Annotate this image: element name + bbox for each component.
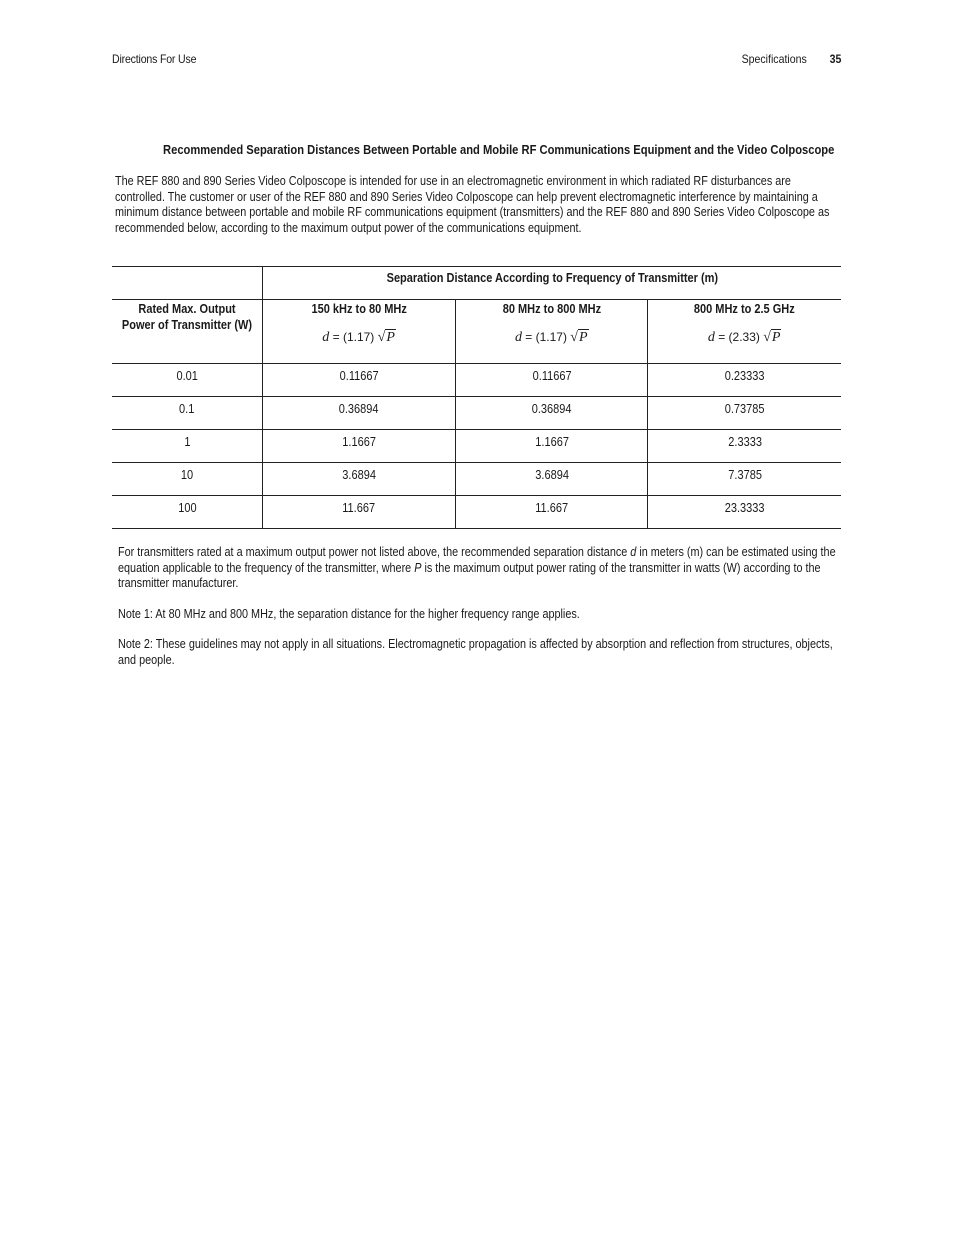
row-header-text: Rated Max. Output Power of Transmitter (W) [121, 302, 253, 332]
page-number: 35 [829, 52, 841, 66]
span-header-text: Separation Distance According to Frequency of Transmitter (m) [386, 271, 718, 285]
footnote-variable-d: d [630, 545, 637, 559]
footnote-text: is the maximum output power rating of the transmitter in watts (W) according to the transmitter manufacturer. [118, 560, 821, 591]
power-cell [112, 430, 263, 463]
distance-cell [456, 430, 648, 463]
distance-cell [263, 496, 456, 529]
formula [322, 330, 396, 346]
formula [708, 330, 782, 346]
distance-value: 23.3333 [724, 501, 765, 515]
distance-cell [263, 364, 456, 397]
sqrt-icon: √ [570, 330, 578, 345]
distance-cell [648, 463, 841, 496]
note-2: Note 2: These guidelines may not apply in all situations. Electromagnetic propagation is affected by absorption and reflection from structures, objects, and people. [118, 637, 833, 667]
table-row [112, 397, 841, 430]
footnote-paragraph [118, 545, 840, 592]
column-header-label: 150 kHz to 80 MHz [311, 302, 407, 316]
power-value: 100 [177, 501, 197, 515]
table-notes [118, 545, 840, 684]
distance-value: 2.3333 [727, 435, 762, 449]
distance-value: 0.73785 [724, 402, 765, 416]
note-1: Note 1: At 80 MHz and 800 MHz, the separation distance for the higher frequency range applies. [118, 606, 580, 621]
distance-value: 0.36894 [531, 402, 572, 416]
distance-value: 1.1667 [534, 435, 569, 449]
distance-value: 0.23333 [724, 369, 765, 383]
column-header-cell [648, 300, 841, 364]
distance-value: 0.36894 [339, 402, 379, 416]
distance-cell [648, 397, 841, 430]
power-value: 10 [180, 468, 194, 482]
distance-value: 1.1667 [342, 435, 376, 449]
distance-value: 7.3785 [727, 468, 762, 482]
distance-cell [456, 496, 648, 529]
distance-value: 3.6894 [534, 468, 569, 482]
power-cell [112, 496, 263, 529]
power-value: 0.1 [179, 402, 195, 416]
footnote-text: in meters (m) can be estimated using the equation applicable to the frequency of the transmitter, where [118, 545, 836, 575]
table-span-header-row [112, 267, 841, 300]
running-header-right [741, 52, 841, 66]
footnote-variable-p: P [414, 560, 422, 575]
formula-variable: d [707, 330, 715, 345]
span-header-cell [263, 267, 842, 300]
table-row [112, 496, 841, 529]
power-value: 1 [183, 435, 191, 449]
footnote-text: For transmitters rated at a maximum output power not listed above, the recommended separation distance [118, 545, 631, 559]
distance-value: 0.11667 [339, 369, 379, 383]
distance-value: 0.11667 [532, 369, 572, 383]
distance-cell [456, 364, 648, 397]
column-header-label: 800 MHz to 2.5 GHz [694, 302, 796, 316]
formula-coefficient: = (2.33) [714, 330, 764, 344]
distance-cell [648, 430, 841, 463]
column-header-cell [263, 300, 456, 364]
section-title: Recommended Separation Distances Between Portable and Mobile RF Communications Equipment and the Video Colposcope [163, 142, 835, 157]
row-header-cell [112, 300, 263, 364]
formula-coefficient: = (1.17) [521, 330, 571, 344]
running-header-title: Directions For Use [112, 52, 197, 66]
distance-cell [263, 430, 456, 463]
formula-variable: d [514, 330, 522, 345]
formula-radicand: P [578, 330, 588, 345]
table-column-header-row [112, 300, 841, 364]
sqrt-icon: √ [377, 330, 386, 345]
power-cell [112, 463, 263, 496]
column-header-label: 80 MHz to 800 MHz [502, 302, 601, 316]
distance-value: 3.6894 [342, 468, 376, 482]
table-row [112, 364, 841, 397]
distance-cell [456, 463, 648, 496]
table-empty-corner [112, 267, 263, 300]
sqrt-icon: √ [763, 330, 771, 345]
distance-cell [263, 463, 456, 496]
distance-value: 11.667 [342, 501, 376, 515]
distance-value: 11.667 [535, 501, 569, 515]
power-cell [112, 364, 263, 397]
distance-cell [648, 496, 841, 529]
formula-radicand: P [771, 330, 781, 345]
distance-cell [648, 364, 841, 397]
power-cell [112, 397, 263, 430]
formula [515, 330, 589, 346]
distance-cell [263, 397, 456, 430]
section-name: Specifications [741, 52, 807, 66]
formula-coefficient: = (1.17) [329, 330, 378, 344]
column-header-cell [456, 300, 648, 364]
table-row [112, 430, 841, 463]
table-row [112, 463, 841, 496]
intro-paragraph: The REF 880 and 890 Series Video Colposcope is intended for use in an electromagnetic environment in which radiated RF disturbances are controlled. The customer or user of the REF 880 and 890 Series Video Colposcope can help prevent electromagnetic interference by maintaining a minimum distance between portable and mobile RF communications equipment (transmitters) and the REF 880 and 890 Series Video Colposcope as recommended below, according to the maximum output power of the communications equipment. [115, 174, 830, 235]
power-value: 0.01 [176, 369, 198, 383]
formula-variable: d [322, 330, 330, 345]
distance-cell [456, 397, 648, 430]
separation-distance-table [112, 266, 841, 529]
formula-radicand: P [386, 330, 395, 345]
